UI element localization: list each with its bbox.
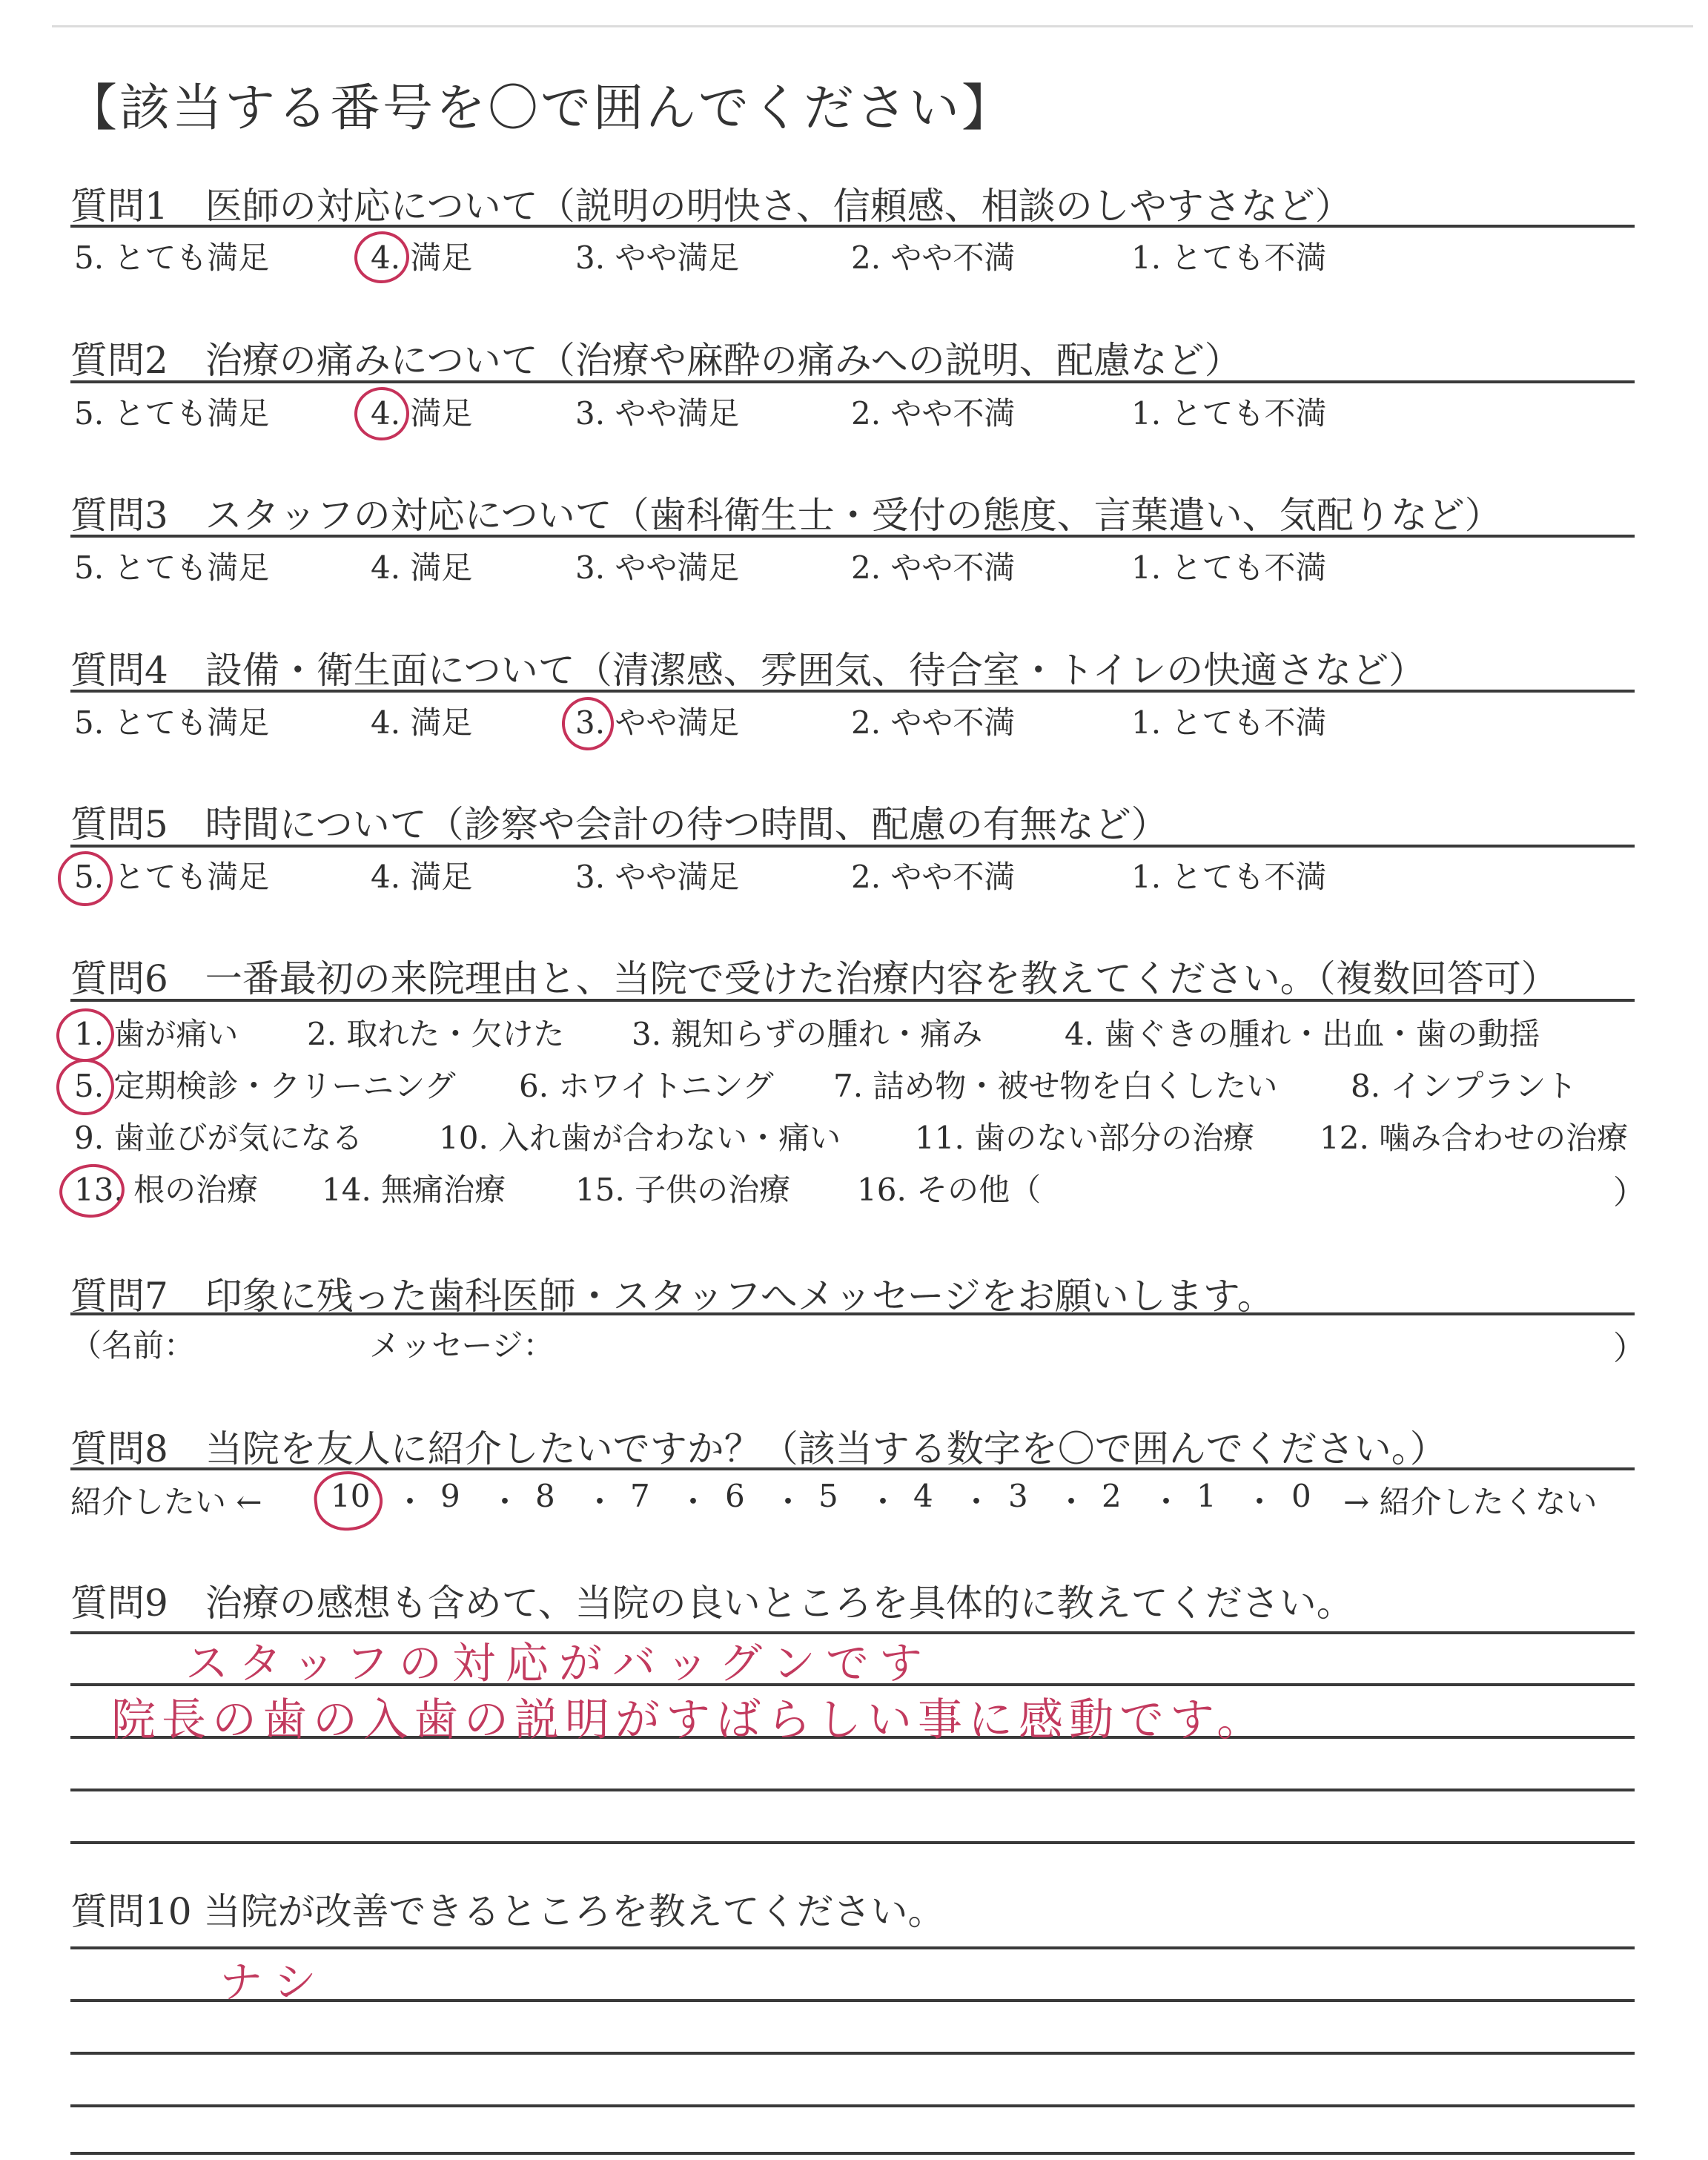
q6-option-3[interactable]: 3. 親知らずの腫れ・痛み bbox=[632, 1016, 983, 1052]
q8-scale-3[interactable]: 3 bbox=[1008, 1478, 1028, 1514]
q2-option-1[interactable]: 1. とても不満 bbox=[1131, 395, 1327, 432]
q2-option-3[interactable]: 3. やや満足 bbox=[575, 395, 740, 432]
q3-option-3[interactable]: 3. やや満足 bbox=[575, 549, 740, 586]
q3-option-4[interactable]: 4. 満足 bbox=[371, 549, 473, 586]
q3-rule bbox=[70, 535, 1635, 538]
top-border bbox=[52, 25, 1693, 27]
q5-title: 質問5 時間について（診察や会計の待つ時間、配慮の有無など） bbox=[70, 803, 1168, 846]
q8-scale-dot: ・ bbox=[772, 1484, 804, 1520]
q6-option-16[interactable]: 16. その他（ bbox=[857, 1172, 1042, 1208]
q1-rule bbox=[70, 225, 1635, 228]
q8-right-label: → 紹介したくない bbox=[1343, 1484, 1598, 1520]
q6-other-close: ） bbox=[1613, 1174, 1646, 1212]
q8-scale-dot: ・ bbox=[867, 1484, 899, 1520]
q1-option-3[interactable]: 3. やや満足 bbox=[575, 240, 740, 276]
q4-rule bbox=[70, 690, 1635, 693]
q6-option-2[interactable]: 2. 取れた・欠けた bbox=[307, 1016, 565, 1052]
q5-option-2[interactable]: 2. やや不満 bbox=[851, 859, 1016, 895]
q3-option-5[interactable]: 5. とても満足 bbox=[74, 549, 270, 586]
q5-option-4[interactable]: 4. 満足 bbox=[371, 859, 473, 895]
q6-option-8[interactable]: 8. インプラント bbox=[1351, 1068, 1578, 1104]
q5-option-1[interactable]: 1. とても不満 bbox=[1131, 859, 1327, 895]
q8-selection-circle bbox=[311, 1467, 385, 1533]
page-heading: 【該当する番号を〇で囲んでください】 bbox=[67, 79, 1015, 138]
q4-option-4[interactable]: 4. 満足 bbox=[371, 704, 473, 741]
q9-handwritten-answer-2: 院長の歯の入歯の説明がすばらしい事に感動です。 bbox=[111, 1694, 1268, 1746]
q9-line-5 bbox=[70, 1841, 1635, 1844]
q8-scale-dot: ・ bbox=[584, 1484, 616, 1520]
q8-scale-dot: ・ bbox=[1151, 1484, 1182, 1520]
q6-option-11[interactable]: 11. 歯のない部分の治療 bbox=[915, 1120, 1255, 1156]
q6-option-9[interactable]: 9. 歯並びが気になる bbox=[74, 1120, 363, 1156]
q8-scale-9[interactable]: 9 bbox=[440, 1478, 460, 1514]
q1-option-2[interactable]: 2. やや不満 bbox=[851, 240, 1016, 276]
q8-scale-dot: ・ bbox=[961, 1484, 993, 1520]
q8-title: 質問8 当院を友人に紹介したいですか？（該当する数字を〇で囲んでください。） bbox=[70, 1427, 1447, 1470]
q6-option-10[interactable]: 10. 入れ歯が合わない・痛い bbox=[439, 1120, 841, 1156]
q7-close: ） bbox=[1613, 1330, 1646, 1367]
q6-rule bbox=[70, 999, 1635, 1002]
q9-title: 質問9 治療の感想も含めて、当院の良いところを具体的に教えてください。 bbox=[70, 1582, 1354, 1625]
q8-scale-0[interactable]: 0 bbox=[1291, 1478, 1311, 1514]
q6-option-13[interactable]: 13. 根の治療 bbox=[74, 1172, 259, 1208]
q1-option-1[interactable]: 1. とても不満 bbox=[1131, 240, 1327, 276]
q8-scale-10[interactable]: 10 bbox=[331, 1478, 371, 1514]
q2-option-5[interactable]: 5. とても満足 bbox=[74, 395, 270, 432]
q6-option-6[interactable]: 6. ホワイトニング bbox=[519, 1068, 774, 1104]
q8-scale-2[interactable]: 2 bbox=[1102, 1478, 1122, 1514]
q4-option-3[interactable]: 3. やや満足 bbox=[575, 704, 740, 741]
q8-scale-dot: ・ bbox=[394, 1484, 426, 1520]
q2-rule bbox=[70, 380, 1635, 383]
q10-line-4 bbox=[70, 2104, 1635, 2107]
q1-option-5[interactable]: 5. とても満足 bbox=[74, 240, 270, 276]
q10-line-3 bbox=[70, 2052, 1635, 2055]
q6-option-12[interactable]: 12. 噛み合わせの治療 bbox=[1320, 1120, 1629, 1156]
q6-option-4[interactable]: 4. 歯ぐきの腫れ・出血・歯の動揺 bbox=[1065, 1016, 1540, 1052]
q1-title: 質問1 医師の対応について（説明の明快さ、信頼感、相談のしやすさなど） bbox=[70, 185, 1352, 228]
q3-option-1[interactable]: 1. とても不満 bbox=[1131, 549, 1327, 586]
q7-message-label: メッセージ： bbox=[369, 1327, 555, 1364]
q8-scale-8[interactable]: 8 bbox=[535, 1478, 555, 1514]
q9-handwritten-answer-1: スタッフの対応がバッグンです bbox=[185, 1638, 933, 1688]
q8-scale-dot: ・ bbox=[1244, 1484, 1276, 1520]
q8-scale-6[interactable]: 6 bbox=[725, 1478, 745, 1514]
q6-option-14[interactable]: 14. 無痛治療 bbox=[322, 1172, 506, 1208]
q8-scale-4[interactable]: 4 bbox=[913, 1478, 933, 1514]
q8-left-label: 紹介したい ← bbox=[70, 1484, 262, 1520]
q4-title: 質問4 設備・衛生面について（清潔感、雰囲気、待合室・トイレの快適さなど） bbox=[70, 649, 1426, 692]
q5-option-5[interactable]: 5. とても満足 bbox=[74, 859, 270, 895]
q6-option-7[interactable]: 7. 詰め物・被せ物を白くしたい bbox=[833, 1068, 1278, 1104]
q8-scale-dot: ・ bbox=[489, 1484, 521, 1520]
q6-option-5[interactable]: 5. 定期検診・クリーニング bbox=[74, 1068, 456, 1104]
q8-scale-7[interactable]: 7 bbox=[630, 1478, 650, 1514]
q2-title: 質問2 治療の痛みについて（治療や麻酔の痛みへの説明、配慮など） bbox=[70, 339, 1242, 382]
q8-rule bbox=[70, 1467, 1635, 1470]
q6-title: 質問6 一番最初の来院理由と、当院で受けた治療内容を教えてください。（複数回答可） bbox=[70, 957, 1558, 1000]
q6-option-15[interactable]: 15. 子供の治療 bbox=[575, 1172, 791, 1208]
q8-scale-dot: ・ bbox=[1056, 1484, 1088, 1520]
q9-line-4 bbox=[70, 1789, 1635, 1791]
q2-option-4[interactable]: 4. 満足 bbox=[371, 395, 473, 432]
q1-option-4[interactable]: 4. 満足 bbox=[371, 240, 473, 276]
q10-line-5 bbox=[70, 2152, 1635, 2155]
q7-title: 質問7 印象に残った歯科医師・スタッフへメッセージをお願いします。 bbox=[70, 1275, 1274, 1318]
q8-scale-1[interactable]: 1 bbox=[1196, 1478, 1217, 1514]
q4-option-1[interactable]: 1. とても不満 bbox=[1131, 704, 1327, 741]
q4-option-2[interactable]: 2. やや不満 bbox=[851, 704, 1016, 741]
q4-option-5[interactable]: 5. とても満足 bbox=[74, 704, 270, 741]
q5-rule bbox=[70, 845, 1635, 848]
q5-option-3[interactable]: 3. やや満足 bbox=[575, 859, 740, 895]
q6-option-1[interactable]: 1. 歯が痛い bbox=[74, 1016, 239, 1052]
q3-option-2[interactable]: 2. やや不満 bbox=[851, 549, 1016, 586]
q8-scale-5[interactable]: 5 bbox=[818, 1478, 838, 1514]
q3-title: 質問3 スタッフの対応について（歯科衛生士・受付の態度、言葉遣い、気配りなど） bbox=[70, 494, 1502, 537]
q10-handwritten-answer: ナシ bbox=[219, 1957, 328, 2007]
q7-rule bbox=[70, 1312, 1635, 1315]
q2-option-2[interactable]: 2. やや不満 bbox=[851, 395, 1016, 432]
q10-title: 質問10 当院が改善できるところを教えてください。 bbox=[70, 1890, 945, 1933]
q7-name-label: （名前： bbox=[70, 1327, 196, 1364]
q8-scale-dot: ・ bbox=[678, 1484, 709, 1520]
